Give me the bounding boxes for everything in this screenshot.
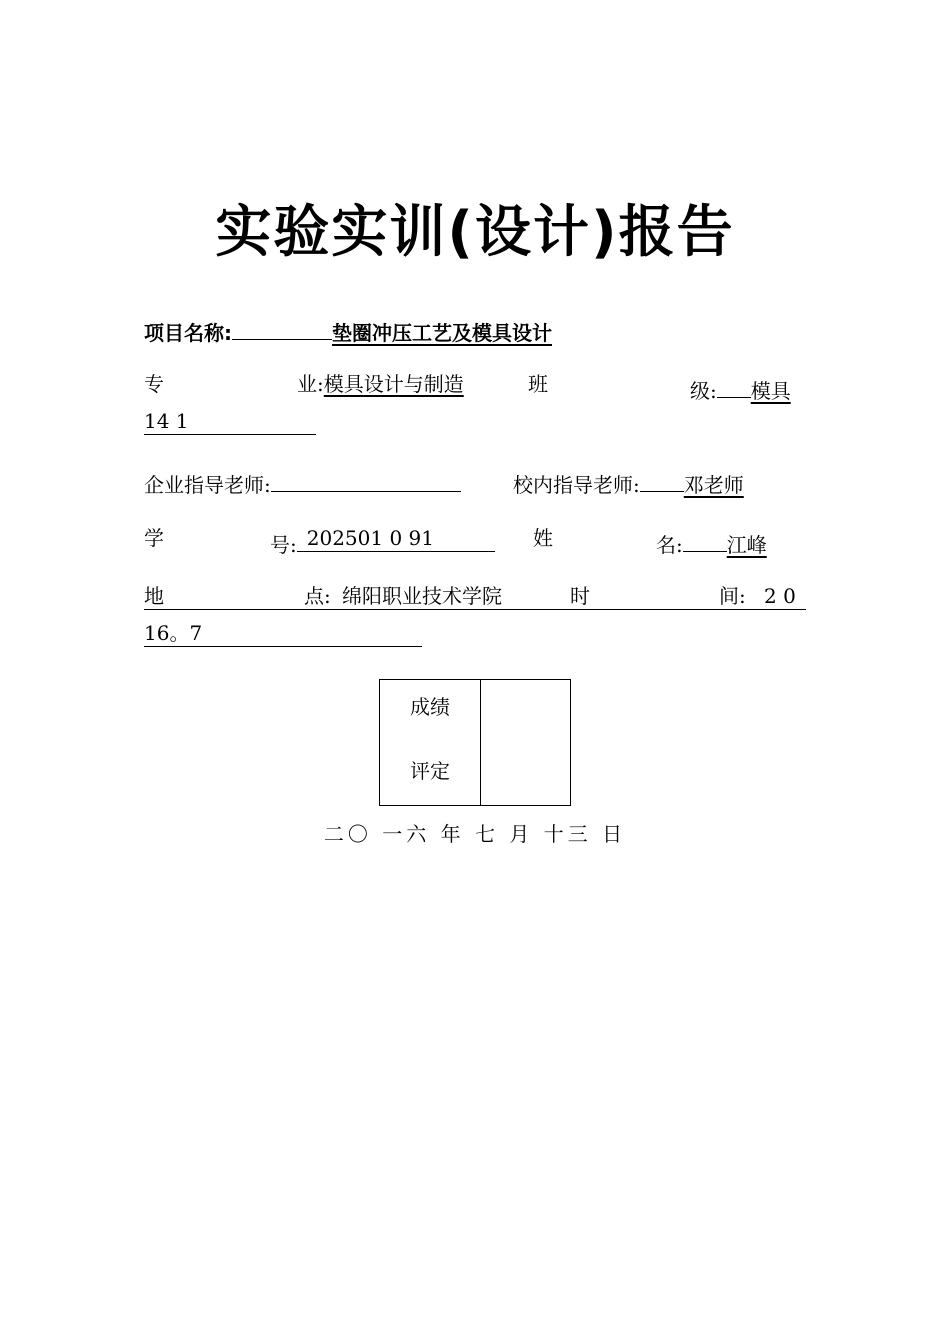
location-value: 绵阳职业技术学院: [342, 584, 502, 608]
major-label-a: 专: [144, 372, 164, 396]
time-value-b: 16。7: [144, 621, 203, 645]
location-label-a: 地: [144, 584, 164, 608]
class-value-a: 模具: [750, 379, 791, 403]
enterprise-teacher-label: 企业指导老师:: [144, 473, 271, 497]
grade-label-bottom: 评定: [410, 759, 450, 783]
time-label-a: 时: [570, 584, 590, 608]
grade-label-cell: [380, 680, 481, 806]
grade-value-cell[interactable]: [481, 680, 571, 806]
enterprise-teacher-blank: [271, 465, 461, 492]
location-time-row: [144, 583, 806, 616]
class-label-b: 级:: [690, 379, 717, 403]
location-label-b: 点:: [304, 584, 331, 608]
project-name-blank: [232, 313, 332, 340]
class-label-a: 班: [528, 372, 548, 396]
student-id-value: 202501 0 91: [306, 526, 434, 550]
time-row-continued: [144, 620, 422, 653]
project-name-row: [144, 313, 552, 346]
major-value: 模具设计与制造: [323, 372, 464, 396]
major-row: [297, 371, 464, 397]
grade-label-top: 成绩: [410, 695, 450, 719]
student-id-row: [270, 525, 495, 558]
time-label-b: 间:: [719, 584, 746, 608]
name-blank: [683, 525, 727, 552]
enterprise-teacher-row: [144, 465, 461, 498]
name-label-b: 名:: [656, 533, 683, 557]
name-value: 江峰: [726, 533, 767, 557]
class-value-b: 14 1: [144, 409, 189, 433]
major-label-b: 业:: [297, 372, 324, 396]
project-name-label: 项目名称:: [144, 321, 232, 345]
time-value-a: 2 0: [764, 584, 796, 608]
location-time-line: [144, 583, 806, 610]
student-id-label-a: 学: [144, 526, 164, 550]
school-teacher-row: [513, 465, 744, 498]
school-teacher-blank: [640, 465, 684, 492]
name-row: [656, 525, 767, 558]
report-date: 二〇 一六 年 七 月 十三 日: [323, 822, 627, 846]
student-id-line: [297, 525, 495, 552]
report-title: 实验实训(设计)报告: [215, 200, 735, 265]
class-row: [690, 371, 791, 404]
class-blank: [717, 371, 751, 398]
time-value-b-line: [144, 620, 422, 647]
grade-table: [379, 679, 571, 806]
class-value-b-line: [144, 408, 316, 435]
class-row-continued: [144, 408, 316, 441]
name-label-a: 姓: [533, 526, 553, 550]
school-teacher-label: 校内指导老师:: [513, 473, 640, 497]
project-name-value: 垫圈冲压工艺及模具设计: [332, 321, 552, 345]
school-teacher-value: 邓老师: [683, 473, 744, 497]
student-id-label-b: 号:: [270, 533, 297, 557]
